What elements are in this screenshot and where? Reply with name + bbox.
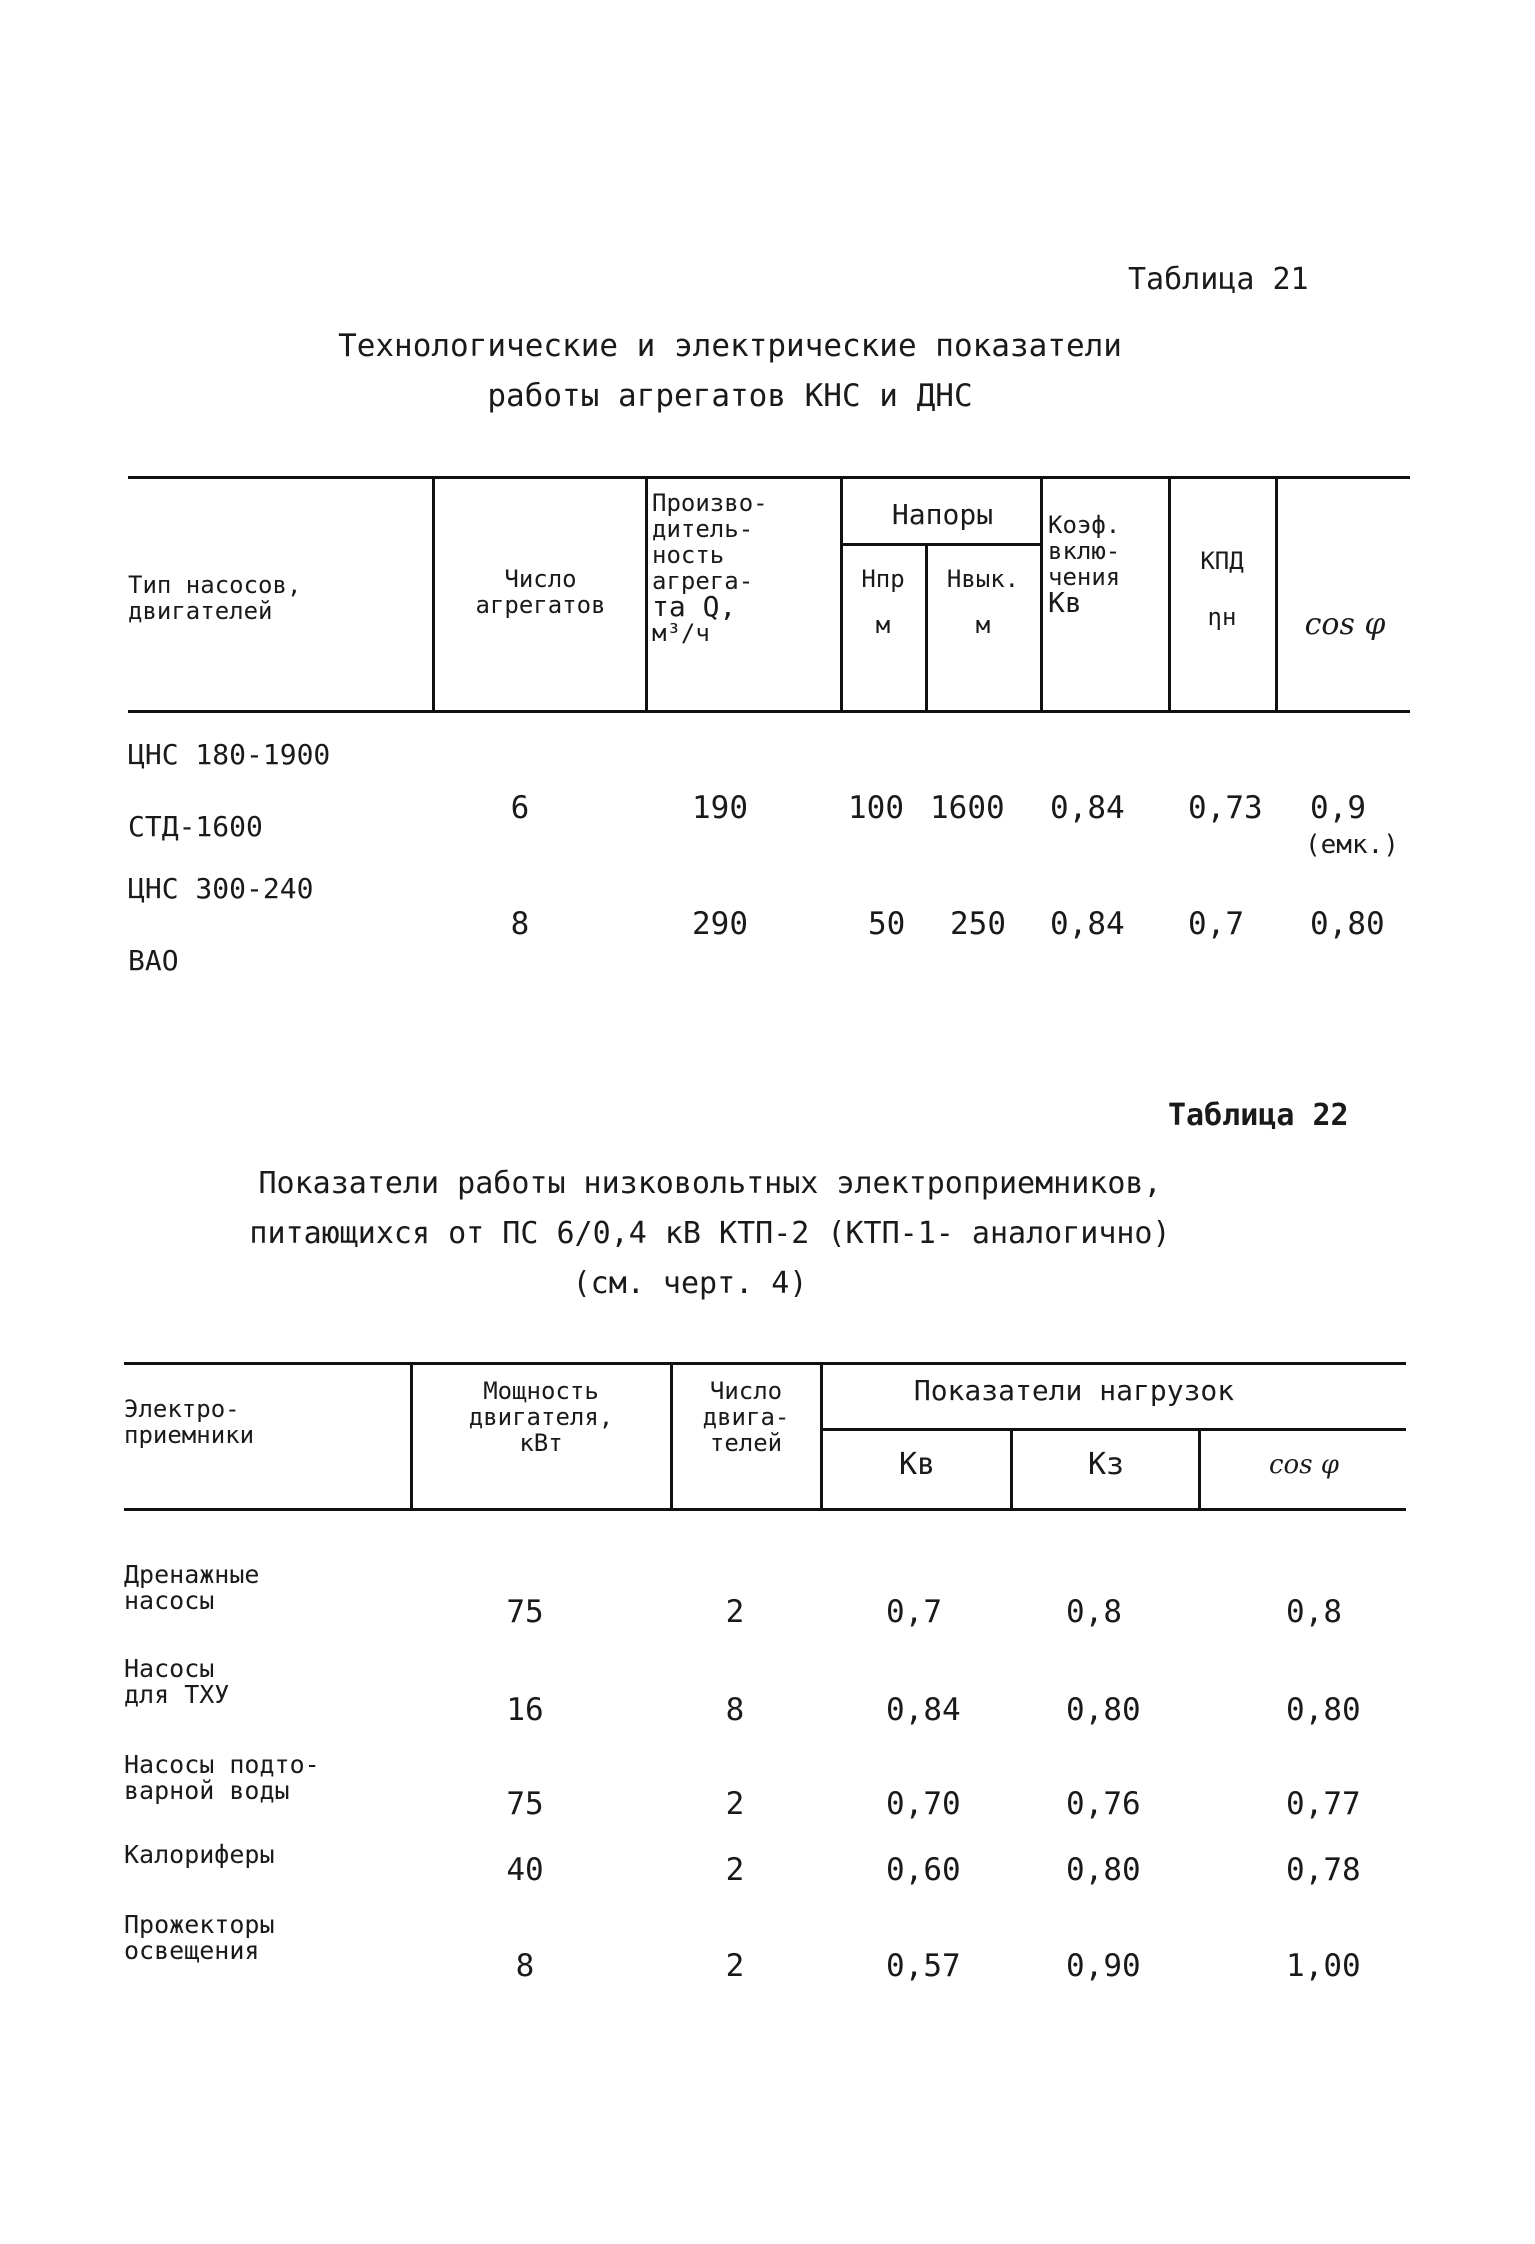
row-name: Дренажные [124,1560,260,1589]
table21-row2-eff: 0,7 [1188,906,1244,942]
table22-vline [1010,1430,1013,1508]
table21-header-eff [1172,548,1272,630]
table21-vline [1040,478,1043,710]
row-name: Прожекторы [124,1910,275,1939]
table22-row1-count: 2 [725,1594,745,1630]
header-text: Нпр [861,565,905,593]
table22-row5-cos: 1,00 [1286,1948,1361,1984]
table21-header-count [438,566,643,618]
table21-title-line1: Технологические и электрические показатели [338,328,1122,364]
header-text: чения [1048,563,1121,591]
table21-header-capacity [652,490,842,646]
table22-header-receiver [124,1396,404,1448]
header-text: м [875,611,891,639]
table21-header-type [128,572,428,624]
table21-row2-cos: 0,80 [1310,906,1385,942]
table22-header-count [674,1378,818,1456]
table21-vline [1168,478,1171,710]
table22-row4-name [124,1842,275,1868]
table22-row1-power: 75 [506,1594,544,1630]
table21-row2-kv: 0,84 [1050,906,1125,942]
table22-row5-power: 8 [515,1948,535,1984]
table21-row2-capacity: 290 [692,906,748,942]
table21-row1-cos: 0,9 [1310,790,1366,826]
table22-row3-name [124,1752,320,1804]
table21-header-heads: Напоры [891,498,994,531]
table21-vline [645,478,648,710]
header-text: кВт [519,1429,563,1457]
table21-header-cos: cos φ [1304,607,1386,642]
header-text: КПД [1200,547,1244,575]
header-text: Произво- [652,489,768,517]
table22-header-loads: Показатели нагрузок [913,1374,1235,1407]
table22-row2-kz: 0,80 [1066,1692,1141,1728]
table22-title-line2: питающихся от ПС 6/0,4 кВ КТП-2 (КТП-1- аналогично) [249,1216,1171,1251]
header-text: ηн [1207,603,1237,631]
table21-title-line2: работы агрегатов КНС и ДНС [487,378,973,414]
header-text: та Q, [652,590,737,623]
table22-row5-kv: 0,57 [886,1948,961,1984]
table21-row2-h-out: 250 [950,906,1006,942]
table22-row3-kv: 0,70 [886,1786,961,1822]
table22-vline [670,1364,673,1508]
table22-row4-count: 2 [725,1852,745,1888]
table22-row1-name [124,1562,259,1614]
table22-header-power [414,1378,668,1456]
table22-row5-count: 2 [725,1948,745,1984]
header-text: двига- [702,1403,790,1431]
table21-row1-type2: СТД-1600 [128,810,263,843]
table22-row3-power: 75 [506,1786,544,1822]
table21-top-rule [128,476,1410,479]
table22-number: Таблица 22 [1168,1098,1349,1133]
table22-row2-count: 8 [725,1692,745,1728]
header-text: м [975,611,991,639]
table22-loads-divider [822,1428,1406,1431]
table21-heads-divider [840,543,1040,546]
table21-row1-count: 6 [510,790,530,826]
table21-header-head-out [928,566,1038,638]
table21-row1-h-out: 1600 [930,790,1005,826]
header-text: м³/ч [652,619,710,647]
table21-row1-h-in: 100 [848,790,904,826]
header-text: агрега- [652,567,754,595]
row-name: освещения [124,1936,260,1965]
table22-vline [410,1364,413,1508]
table22-row1-cos: 0,8 [1286,1594,1342,1630]
table21-row2-type1: ЦНС 300-240 [128,872,314,905]
row-name: Насосы [124,1654,215,1683]
table22-row2-power: 16 [506,1692,544,1728]
table22-top-rule [124,1362,1406,1365]
row-name: насосы [124,1586,215,1615]
header-text: дитель- [652,515,754,543]
table21-row1-eff: 0,73 [1188,790,1263,826]
table21-row2-h-in: 50 [868,906,906,942]
header-text: Кв [1048,586,1082,619]
table22-header-cos: cos φ [1268,1450,1340,1480]
header-text: Число [504,565,577,593]
table22-row4-kv: 0,60 [886,1852,961,1888]
header-text: вклю- [1048,537,1121,565]
table22-title-line1: Показатели работы низковольтных электроприемников, [258,1166,1162,1201]
table21-vline [432,478,435,710]
header-text: Коэф. [1048,511,1121,539]
header-text: двигателя, [468,1403,614,1431]
row-name: для ТХУ [124,1680,230,1709]
table21-vline [1275,478,1278,710]
table22-title-line3: (см. черт. 4) [572,1266,808,1301]
table22-row5-kz: 0,90 [1066,1948,1141,1984]
header-text: Тип насосов, [128,571,302,599]
table22-row2-cos: 0,80 [1286,1692,1361,1728]
table21-row1-cos-note: (емк.) [1305,830,1399,860]
row-name: Насосы подто- [124,1750,320,1779]
header-text: Нвык. [946,565,1020,593]
header-text: приемники [124,1421,255,1449]
table22-row2-kv: 0,84 [886,1692,961,1728]
table22-header-kz: Кз [1087,1447,1125,1482]
table21-row1-capacity: 190 [692,790,748,826]
row-name: Калориферы [124,1840,275,1869]
table21-header-bottom-rule [128,710,1410,713]
header-text: телей [709,1429,783,1457]
table22-row4-power: 40 [506,1852,544,1888]
row-name: варной воды [124,1776,290,1805]
table21-row2-type2: ВАО [128,944,179,977]
table22-row3-count: 2 [725,1786,745,1822]
table22-row1-kz: 0,8 [1066,1594,1122,1630]
header-text: Число [709,1377,783,1405]
table21-row2-count: 8 [510,906,530,942]
header-text: ность [652,541,725,569]
table22-row4-cos: 0,78 [1286,1852,1361,1888]
header-text: двигателей [128,597,273,625]
table22-header-kv: Кв [898,1447,936,1482]
table22-row2-name [124,1656,229,1708]
table22-row1-kv: 0,7 [886,1594,942,1630]
table21-row1-type1: ЦНС 180-1900 [128,738,331,771]
header-text: Мощность [483,1377,599,1405]
table22-vline [1198,1430,1201,1508]
header-text: агрегатов [475,591,606,619]
table22-row4-kz: 0,80 [1066,1852,1141,1888]
table22-row3-cos: 0,77 [1286,1786,1361,1822]
table21-header-head-in [843,566,923,638]
table21-number: Таблица 21 [1128,262,1309,297]
table21-row1-kv: 0,84 [1050,790,1125,826]
table21-header-coef [1048,511,1166,619]
header-text: Электро- [124,1395,240,1423]
table22-vline [820,1364,823,1508]
table22-row3-kz: 0,76 [1066,1786,1141,1822]
table22-header-bottom-rule [124,1508,1406,1511]
table22-row5-name [124,1912,275,1964]
